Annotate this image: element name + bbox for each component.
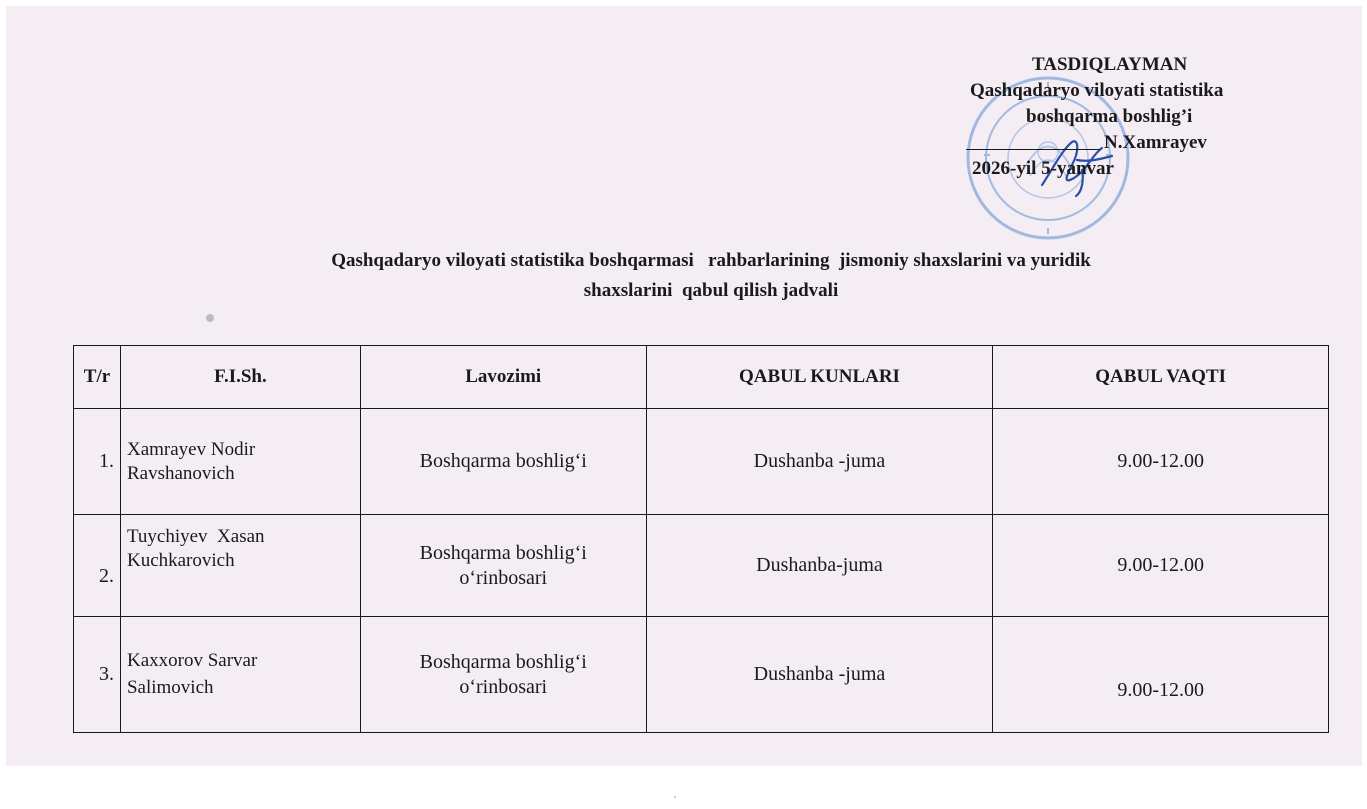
row-full-name: Tuychiyev Xasan Kuchkarovich xyxy=(120,515,360,617)
table-header-row xyxy=(74,346,1329,409)
table-row xyxy=(74,617,1329,733)
approval-date: 2026-yil 5-yanvar xyxy=(972,158,1114,180)
header-position: Lavozimi xyxy=(360,346,646,409)
approval-block xyxy=(946,52,1286,182)
header-reception-time: QABUL VAQTI xyxy=(993,346,1329,409)
row-time: 9.00-12.00 xyxy=(993,515,1329,617)
header-reception-days: QABUL KUNLARI xyxy=(646,346,993,409)
table-row xyxy=(74,409,1329,515)
header-full-name: F.I.Sh. xyxy=(120,346,360,409)
row-position: Boshqarma boshlig‘i o‘rinbosari xyxy=(360,515,646,617)
approval-signature-line xyxy=(946,130,1286,156)
row-number: 3. xyxy=(74,617,121,733)
approval-heading: TASDIQLAYMAN xyxy=(1032,54,1188,75)
row-time: 9.00-12.00 xyxy=(993,409,1329,515)
paper-speck xyxy=(674,796,676,798)
title-line-2: shaxslarini qabul qilish jadvali xyxy=(583,280,839,302)
table-row xyxy=(74,515,1329,617)
row-days: Dushanba-juma xyxy=(646,515,993,617)
header-number: T/r xyxy=(74,346,121,409)
row-days: Dushanba -juma xyxy=(646,409,993,515)
reception-schedule-table xyxy=(73,345,1329,733)
paper-speck xyxy=(206,314,214,322)
approval-org-line: Qashqadaryo viloyati statistika xyxy=(970,80,1224,102)
row-time: 9.00-12.00 xyxy=(993,617,1329,733)
signature-blank xyxy=(966,149,1100,150)
row-position: Boshqarma boshlig‘i o‘rinbosari xyxy=(360,617,646,733)
row-number: 1. xyxy=(74,409,121,515)
row-full-name: Kaxxorov Sarvar Salimovich xyxy=(120,617,360,733)
row-position: Boshqarma boshlig‘i xyxy=(360,409,646,515)
row-number: 2. xyxy=(74,515,121,617)
approval-position-line: boshqarma boshlig’i xyxy=(1026,106,1193,128)
row-days: Dushanba -juma xyxy=(646,617,993,733)
approver-name: N.Xamrayev xyxy=(1104,132,1207,154)
document-title xyxy=(166,246,1256,307)
title-line-1: Qashqadaryo viloyati statistika boshqarmasi rahbarlarining jismoniy shaxslarini va yuridik xyxy=(331,250,1091,271)
row-full-name: Xamrayev Nodir Ravshanovich xyxy=(120,409,360,515)
